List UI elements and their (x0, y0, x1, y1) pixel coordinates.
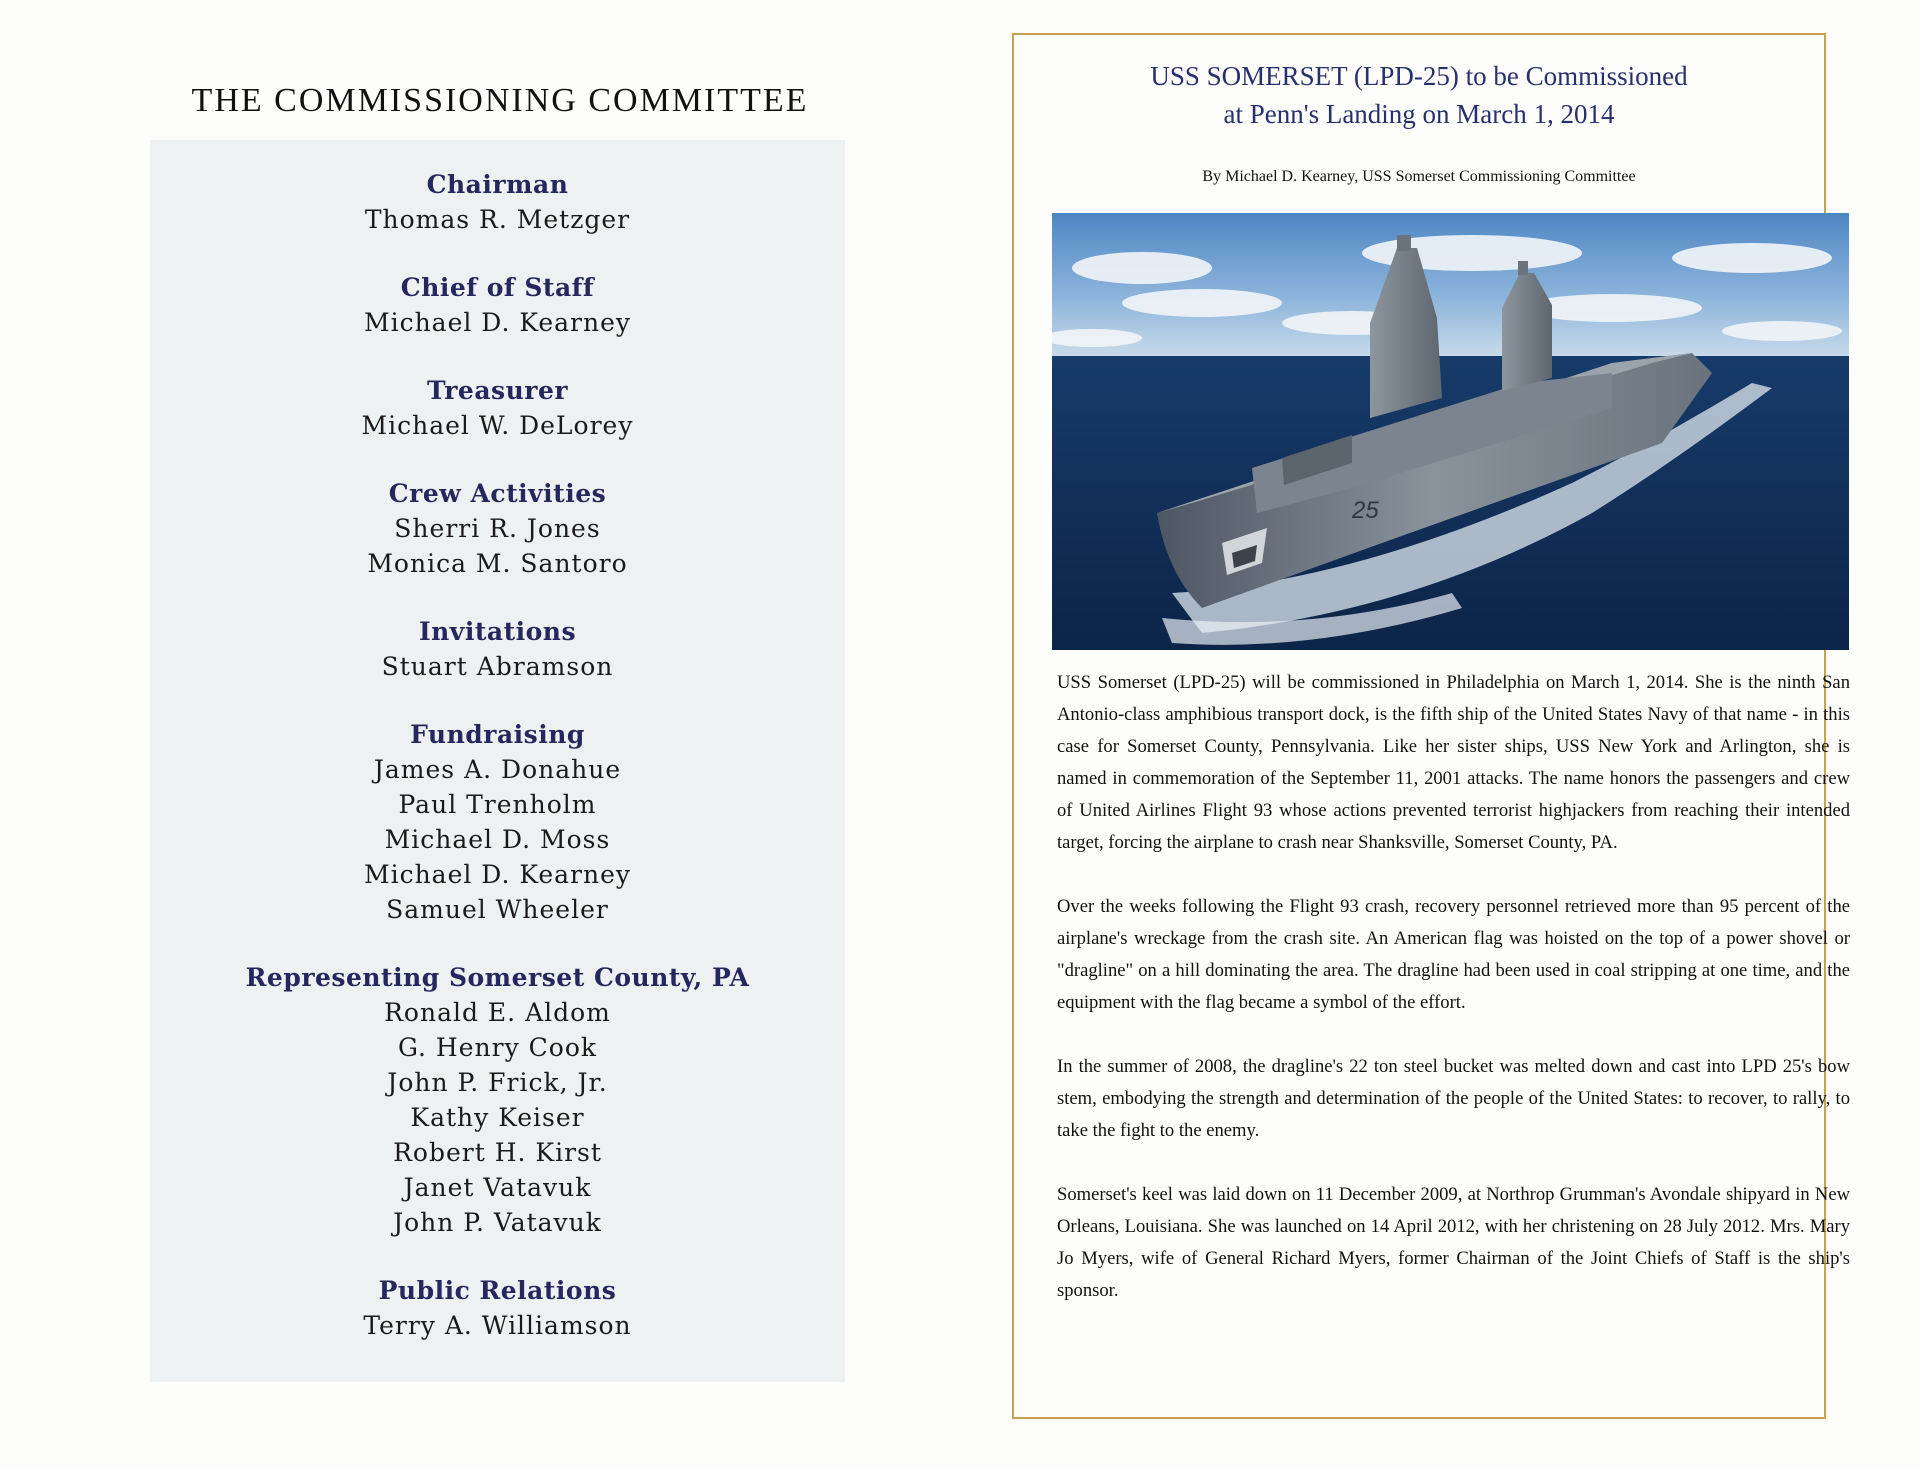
committee-member-name: Samuel Wheeler (386, 895, 609, 924)
article-title (1014, 57, 1824, 133)
article-byline: By Michael D. Kearney, USS Somerset Commissioning Committee (1202, 168, 1636, 185)
committee-member-name: Terry A. Williamson (363, 1311, 632, 1340)
committee-role-title: Fundraising (410, 720, 585, 749)
committee-member-name: Thomas R. Metzger (364, 205, 631, 234)
article-title-line-1: USS SOMERSET (LPD-25) to be Commissioned (1150, 61, 1688, 91)
committee-heading: THE COMMISSIONING COMMITTEE (191, 82, 809, 119)
committee-roster (150, 167, 845, 1376)
committee-member-name: Monica M. Santoro (367, 549, 628, 578)
committee-member-name: Michael W. DeLorey (361, 411, 634, 440)
committee-group (150, 270, 845, 340)
committee-member-name: Paul Trenholm (398, 790, 597, 819)
committee-member-name: Michael D. Kearney (363, 860, 632, 889)
article-paragraph: USS Somerset (LPD-25) will be commissioned in Philadelphia on March 1, 2014. She is the ninth San Antonio-class amphibious transport dock, is the fifth ship of the United States Navy of that name - in this case for Somerset County, Pennsylvania. Like her sister ships, USS New York and Arlington, she is named in commemoration of the September 11, 2001 attacks. The name honors the passengers and crew of United Airlines Flight 93 whose actions prevented terrorist highjackers from reaching their intended target, forcing the airplane to crash near Shanksville, Somerset County, PA. (1057, 672, 1850, 853)
article-title-line-2: at Penn's Landing on March 1, 2014 (1223, 99, 1615, 129)
article-paragraph: In the summer of 2008, the dragline's 22 ton steel bucket was melted down and cast into LPD 25's bow stem, embodying the strength and determination of the people of the United States: to recover, to rally, to take the fight to the enemy. (1057, 1056, 1850, 1141)
committee-role-title: Representing Somerset County, PA (245, 963, 750, 992)
committee-role-title: Public Relations (378, 1276, 617, 1305)
committee-group (150, 373, 845, 443)
committee-group (150, 960, 845, 1240)
committee-member-name: Janet Vatavuk (403, 1173, 592, 1202)
committee-member-name: Sherri R. Jones (394, 514, 601, 543)
committee-member-name: Stuart Abramson (381, 652, 614, 681)
committee-member-name: James A. Donahue (373, 755, 622, 784)
ship-photo (1052, 213, 1849, 650)
committee-group (150, 717, 845, 927)
committee-member-name: G. Henry Cook (397, 1033, 598, 1062)
committee-role-title: Treasurer (426, 376, 569, 405)
article-paragraph: Over the weeks following the Flight 93 crash, recovery personnel retrieved more than 95 percent of the airplane's wreckage from the crash site. An American flag was hoisted on the top of a power shovel or "dragline" on a hill dominating the area. The dragline had been used in coal stripping at one time, and the equipment with the flag became a symbol of the effort. (1057, 896, 1850, 1013)
committee-member-name: Kathy Keiser (410, 1103, 585, 1132)
committee-group (150, 476, 845, 581)
article-body (1057, 667, 1850, 1307)
committee-member-name: Michael D. Kearney (363, 308, 632, 337)
committee-member-name: Michael D. Moss (384, 825, 611, 854)
committee-member-name: John P. Frick, Jr. (387, 1068, 608, 1097)
committee-role-title: Crew Activities (388, 479, 607, 508)
committee-role-title: Chief of Staff (400, 273, 595, 302)
right-page (960, 0, 1920, 1470)
hull-number: 25 (1352, 497, 1379, 524)
article-paragraph: Somerset's keel was laid down on 11 December 2009, at Northrop Grumman's Avondale shipyard in New Orleans, Louisiana. She was launched on 14 April 2012, with her christening on 28 July 2012. Mrs. Mary Jo Myers, wife of General Richard Myers, former Chairman of the Joint Chiefs of Staff is the ship's sponsor. (1057, 1184, 1850, 1301)
committee-role-title: Invitations (418, 617, 577, 646)
committee-roster-panel (150, 140, 845, 1382)
committee-member-name: Robert H. Kirst (393, 1138, 602, 1167)
committee-group (150, 614, 845, 684)
article-frame (1012, 33, 1850, 1419)
committee-member-name: John P. Vatavuk (393, 1208, 602, 1237)
committee-member-name: Ronald E. Aldom (384, 998, 611, 1027)
committee-role-title: Chairman (426, 170, 569, 199)
committee-group (150, 1273, 845, 1343)
committee-group (150, 167, 845, 237)
